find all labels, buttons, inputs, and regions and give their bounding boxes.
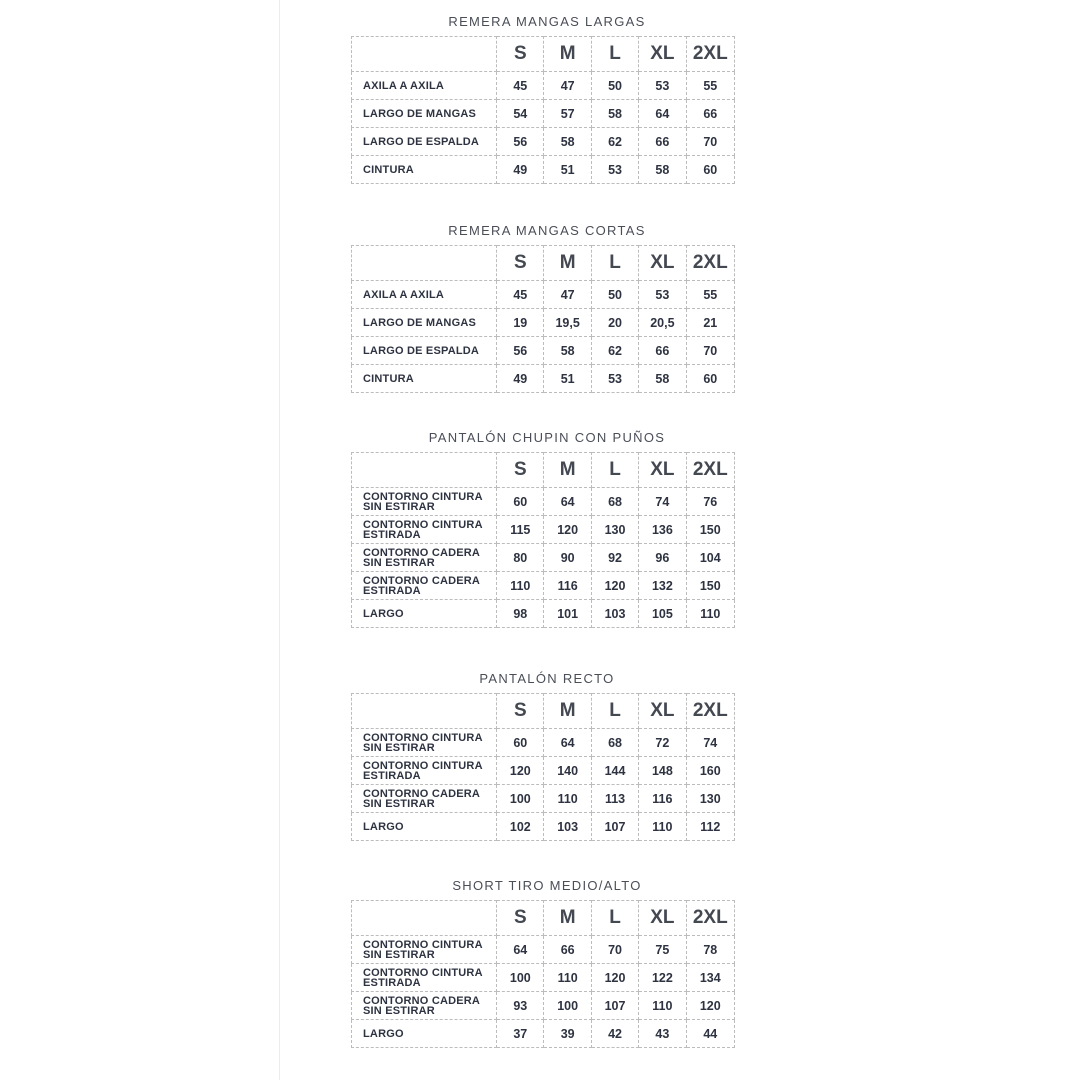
measurement-value: 50	[591, 281, 638, 309]
measurement-value: 103	[544, 813, 591, 841]
empty-corner-cell	[352, 246, 497, 281]
table-row	[352, 337, 735, 365]
size-header-xl: XL	[639, 901, 686, 936]
measurement-value: 49	[497, 365, 544, 393]
measurement-value: 70	[686, 128, 734, 156]
measurement-value: 42	[591, 1020, 638, 1048]
measurement-label: AXILA A AXILA	[352, 281, 497, 309]
measurement-value: 53	[591, 365, 638, 393]
size-table-section	[351, 221, 735, 393]
size-header-m: M	[544, 453, 591, 488]
size-header-s: S	[497, 453, 544, 488]
measurement-value: 160	[686, 757, 734, 785]
size-header-m: M	[544, 37, 591, 72]
measurement-value: 113	[591, 785, 638, 813]
measurement-value: 60	[497, 729, 544, 757]
measurement-value: 39	[544, 1020, 591, 1048]
table-row	[352, 309, 735, 337]
table-row	[352, 488, 735, 516]
table-row	[352, 729, 735, 757]
measurement-value: 60	[497, 488, 544, 516]
measurement-value: 19	[497, 309, 544, 337]
size-table	[351, 900, 735, 1048]
measurement-value: 55	[686, 72, 734, 100]
measurement-value: 110	[686, 600, 734, 628]
measurement-label: LARGO	[352, 1020, 497, 1048]
measurement-value: 60	[686, 156, 734, 184]
measurement-value: 66	[639, 128, 686, 156]
table-row	[352, 757, 735, 785]
size-header-s: S	[497, 246, 544, 281]
size-header-2xl: 2XL	[686, 246, 734, 281]
empty-corner-cell	[352, 453, 497, 488]
measurement-value: 64	[544, 729, 591, 757]
measurement-value: 140	[544, 757, 591, 785]
measurement-value: 120	[497, 757, 544, 785]
empty-corner-cell	[352, 37, 497, 72]
size-header-xl: XL	[639, 453, 686, 488]
table-row	[352, 156, 735, 184]
measurement-label: LARGO DE MANGAS	[352, 100, 497, 128]
measurement-value: 110	[544, 785, 591, 813]
measurement-value: 70	[591, 936, 638, 964]
measurement-value: 148	[639, 757, 686, 785]
measurement-value: 45	[497, 72, 544, 100]
measurement-value: 90	[544, 544, 591, 572]
measurement-label: CINTURA	[352, 365, 497, 393]
measurement-value: 120	[591, 572, 638, 600]
size-table	[351, 452, 735, 628]
measurement-value: 92	[591, 544, 638, 572]
measurement-value: 110	[639, 813, 686, 841]
measurement-label: LARGO	[352, 600, 497, 628]
section-title: REMERA MANGAS CORTAS	[448, 223, 646, 238]
measurement-label: CONTORNO CINTURA ESTIRADA	[352, 516, 497, 544]
measurement-value: 45	[497, 281, 544, 309]
measurement-value: 57	[544, 100, 591, 128]
measurement-value: 53	[591, 156, 638, 184]
measurement-value: 110	[544, 964, 591, 992]
section-title: REMERA MANGAS LARGAS	[448, 14, 646, 29]
size-header-l: L	[591, 246, 638, 281]
measurement-value: 105	[639, 600, 686, 628]
measurement-label: LARGO DE ESPALDA	[352, 128, 497, 156]
table-row	[352, 992, 735, 1020]
measurement-value: 102	[497, 813, 544, 841]
measurement-value: 50	[591, 72, 638, 100]
table-row	[352, 128, 735, 156]
size-header-2xl: 2XL	[686, 453, 734, 488]
size-header-2xl: 2XL	[686, 901, 734, 936]
measurement-value: 54	[497, 100, 544, 128]
measurement-value: 74	[639, 488, 686, 516]
measurement-value: 110	[639, 992, 686, 1020]
size-header-m: M	[544, 246, 591, 281]
size-header-l: L	[591, 694, 638, 729]
size-table-section	[351, 876, 735, 1048]
measurement-label: CONTORNO CADERA ESTIRADA	[352, 572, 497, 600]
measurement-value: 62	[591, 128, 638, 156]
measurement-value: 66	[686, 100, 734, 128]
measurement-value: 37	[497, 1020, 544, 1048]
measurement-value: 20,5	[639, 309, 686, 337]
measurement-value: 120	[591, 964, 638, 992]
size-header-s: S	[497, 694, 544, 729]
measurement-value: 96	[639, 544, 686, 572]
measurement-value: 53	[639, 281, 686, 309]
measurement-value: 134	[686, 964, 734, 992]
measurement-value: 116	[639, 785, 686, 813]
measurement-value: 115	[497, 516, 544, 544]
measurement-value: 101	[544, 600, 591, 628]
measurement-value: 68	[591, 729, 638, 757]
measurement-label: CONTORNO CADERA SIN ESTIRAR	[352, 544, 497, 572]
measurement-value: 21	[686, 309, 734, 337]
measurement-value: 122	[639, 964, 686, 992]
measurement-value: 66	[639, 337, 686, 365]
table-row	[352, 936, 735, 964]
size-header-l: L	[591, 453, 638, 488]
measurement-value: 53	[639, 72, 686, 100]
measurement-label: CONTORNO CINTURA SIN ESTIRAR	[352, 729, 497, 757]
measurement-value: 70	[686, 337, 734, 365]
measurement-value: 49	[497, 156, 544, 184]
measurement-value: 132	[639, 572, 686, 600]
measurement-label: CONTORNO CINTURA ESTIRADA	[352, 964, 497, 992]
size-table-section	[351, 428, 735, 628]
table-row	[352, 785, 735, 813]
section-title: PANTALÓN RECTO	[479, 671, 615, 686]
measurement-value: 150	[686, 572, 734, 600]
measurement-value: 76	[686, 488, 734, 516]
size-header-xl: XL	[639, 37, 686, 72]
table-row	[352, 365, 735, 393]
measurement-value: 44	[686, 1020, 734, 1048]
measurement-label: CONTORNO CINTURA SIN ESTIRAR	[352, 936, 497, 964]
measurement-value: 62	[591, 337, 638, 365]
measurement-value: 110	[497, 572, 544, 600]
measurement-value: 56	[497, 128, 544, 156]
section-title: SHORT TIRO MEDIO/ALTO	[452, 878, 642, 893]
measurement-value: 120	[544, 516, 591, 544]
measurement-value: 20	[591, 309, 638, 337]
size-table	[351, 36, 735, 184]
size-header-row	[352, 453, 735, 488]
table-row	[352, 516, 735, 544]
measurement-value: 75	[639, 936, 686, 964]
size-header-m: M	[544, 901, 591, 936]
measurement-value: 47	[544, 72, 591, 100]
table-row	[352, 100, 735, 128]
measurement-value: 116	[544, 572, 591, 600]
size-header-xl: XL	[639, 246, 686, 281]
size-header-2xl: 2XL	[686, 694, 734, 729]
measurement-value: 64	[544, 488, 591, 516]
measurement-value: 107	[591, 992, 638, 1020]
measurement-value: 93	[497, 992, 544, 1020]
measurement-label: CONTORNO CINTURA ESTIRADA	[352, 757, 497, 785]
measurement-value: 58	[639, 156, 686, 184]
table-row	[352, 600, 735, 628]
measurement-value: 100	[544, 992, 591, 1020]
measurement-value: 107	[591, 813, 638, 841]
measurement-value: 130	[686, 785, 734, 813]
measurement-value: 80	[497, 544, 544, 572]
measurement-label: CONTORNO CADERA SIN ESTIRAR	[352, 785, 497, 813]
measurement-value: 19,5	[544, 309, 591, 337]
table-row	[352, 964, 735, 992]
measurement-value: 58	[544, 128, 591, 156]
size-header-2xl: 2XL	[686, 37, 734, 72]
size-table-section	[351, 669, 735, 841]
measurement-value: 150	[686, 516, 734, 544]
size-header-row	[352, 37, 735, 72]
measurement-value: 58	[639, 365, 686, 393]
size-header-row	[352, 694, 735, 729]
measurement-value: 58	[544, 337, 591, 365]
measurement-value: 51	[544, 156, 591, 184]
size-header-l: L	[591, 901, 638, 936]
section-title: PANTALÓN CHUPIN CON PUÑOS	[428, 430, 666, 445]
measurement-value: 98	[497, 600, 544, 628]
measurement-value: 51	[544, 365, 591, 393]
measurement-label: CONTORNO CADERA SIN ESTIRAR	[352, 992, 497, 1020]
measurement-value: 58	[591, 100, 638, 128]
measurement-value: 64	[639, 100, 686, 128]
measurement-value: 43	[639, 1020, 686, 1048]
measurement-value: 112	[686, 813, 734, 841]
measurement-value: 55	[686, 281, 734, 309]
table-row	[352, 572, 735, 600]
size-header-xl: XL	[639, 694, 686, 729]
table-row	[352, 72, 735, 100]
measurement-label: CONTORNO CINTURA SIN ESTIRAR	[352, 488, 497, 516]
size-table	[351, 693, 735, 841]
measurement-value: 104	[686, 544, 734, 572]
size-header-s: S	[497, 901, 544, 936]
table-row	[352, 813, 735, 841]
measurement-value: 56	[497, 337, 544, 365]
measurement-value: 64	[497, 936, 544, 964]
size-table-section	[351, 12, 735, 184]
measurement-value: 144	[591, 757, 638, 785]
measurement-label: CINTURA	[352, 156, 497, 184]
table-row	[352, 1020, 735, 1048]
page-divider	[279, 0, 280, 1080]
table-row	[352, 544, 735, 572]
size-header-row	[352, 246, 735, 281]
measurement-value: 136	[639, 516, 686, 544]
measurement-value: 60	[686, 365, 734, 393]
measurement-value: 78	[686, 936, 734, 964]
table-row	[352, 281, 735, 309]
measurement-value: 74	[686, 729, 734, 757]
measurement-value: 130	[591, 516, 638, 544]
measurement-value: 68	[591, 488, 638, 516]
empty-corner-cell	[352, 901, 497, 936]
measurement-label: LARGO	[352, 813, 497, 841]
measurement-label: LARGO DE ESPALDA	[352, 337, 497, 365]
measurement-value: 120	[686, 992, 734, 1020]
measurement-value: 47	[544, 281, 591, 309]
size-header-s: S	[497, 37, 544, 72]
measurement-label: AXILA A AXILA	[352, 72, 497, 100]
size-table	[351, 245, 735, 393]
measurement-value: 100	[497, 785, 544, 813]
size-header-l: L	[591, 37, 638, 72]
measurement-value: 103	[591, 600, 638, 628]
measurement-label: LARGO DE MANGAS	[352, 309, 497, 337]
measurement-value: 72	[639, 729, 686, 757]
size-header-row	[352, 901, 735, 936]
size-header-m: M	[544, 694, 591, 729]
measurement-value: 66	[544, 936, 591, 964]
empty-corner-cell	[352, 694, 497, 729]
measurement-value: 100	[497, 964, 544, 992]
